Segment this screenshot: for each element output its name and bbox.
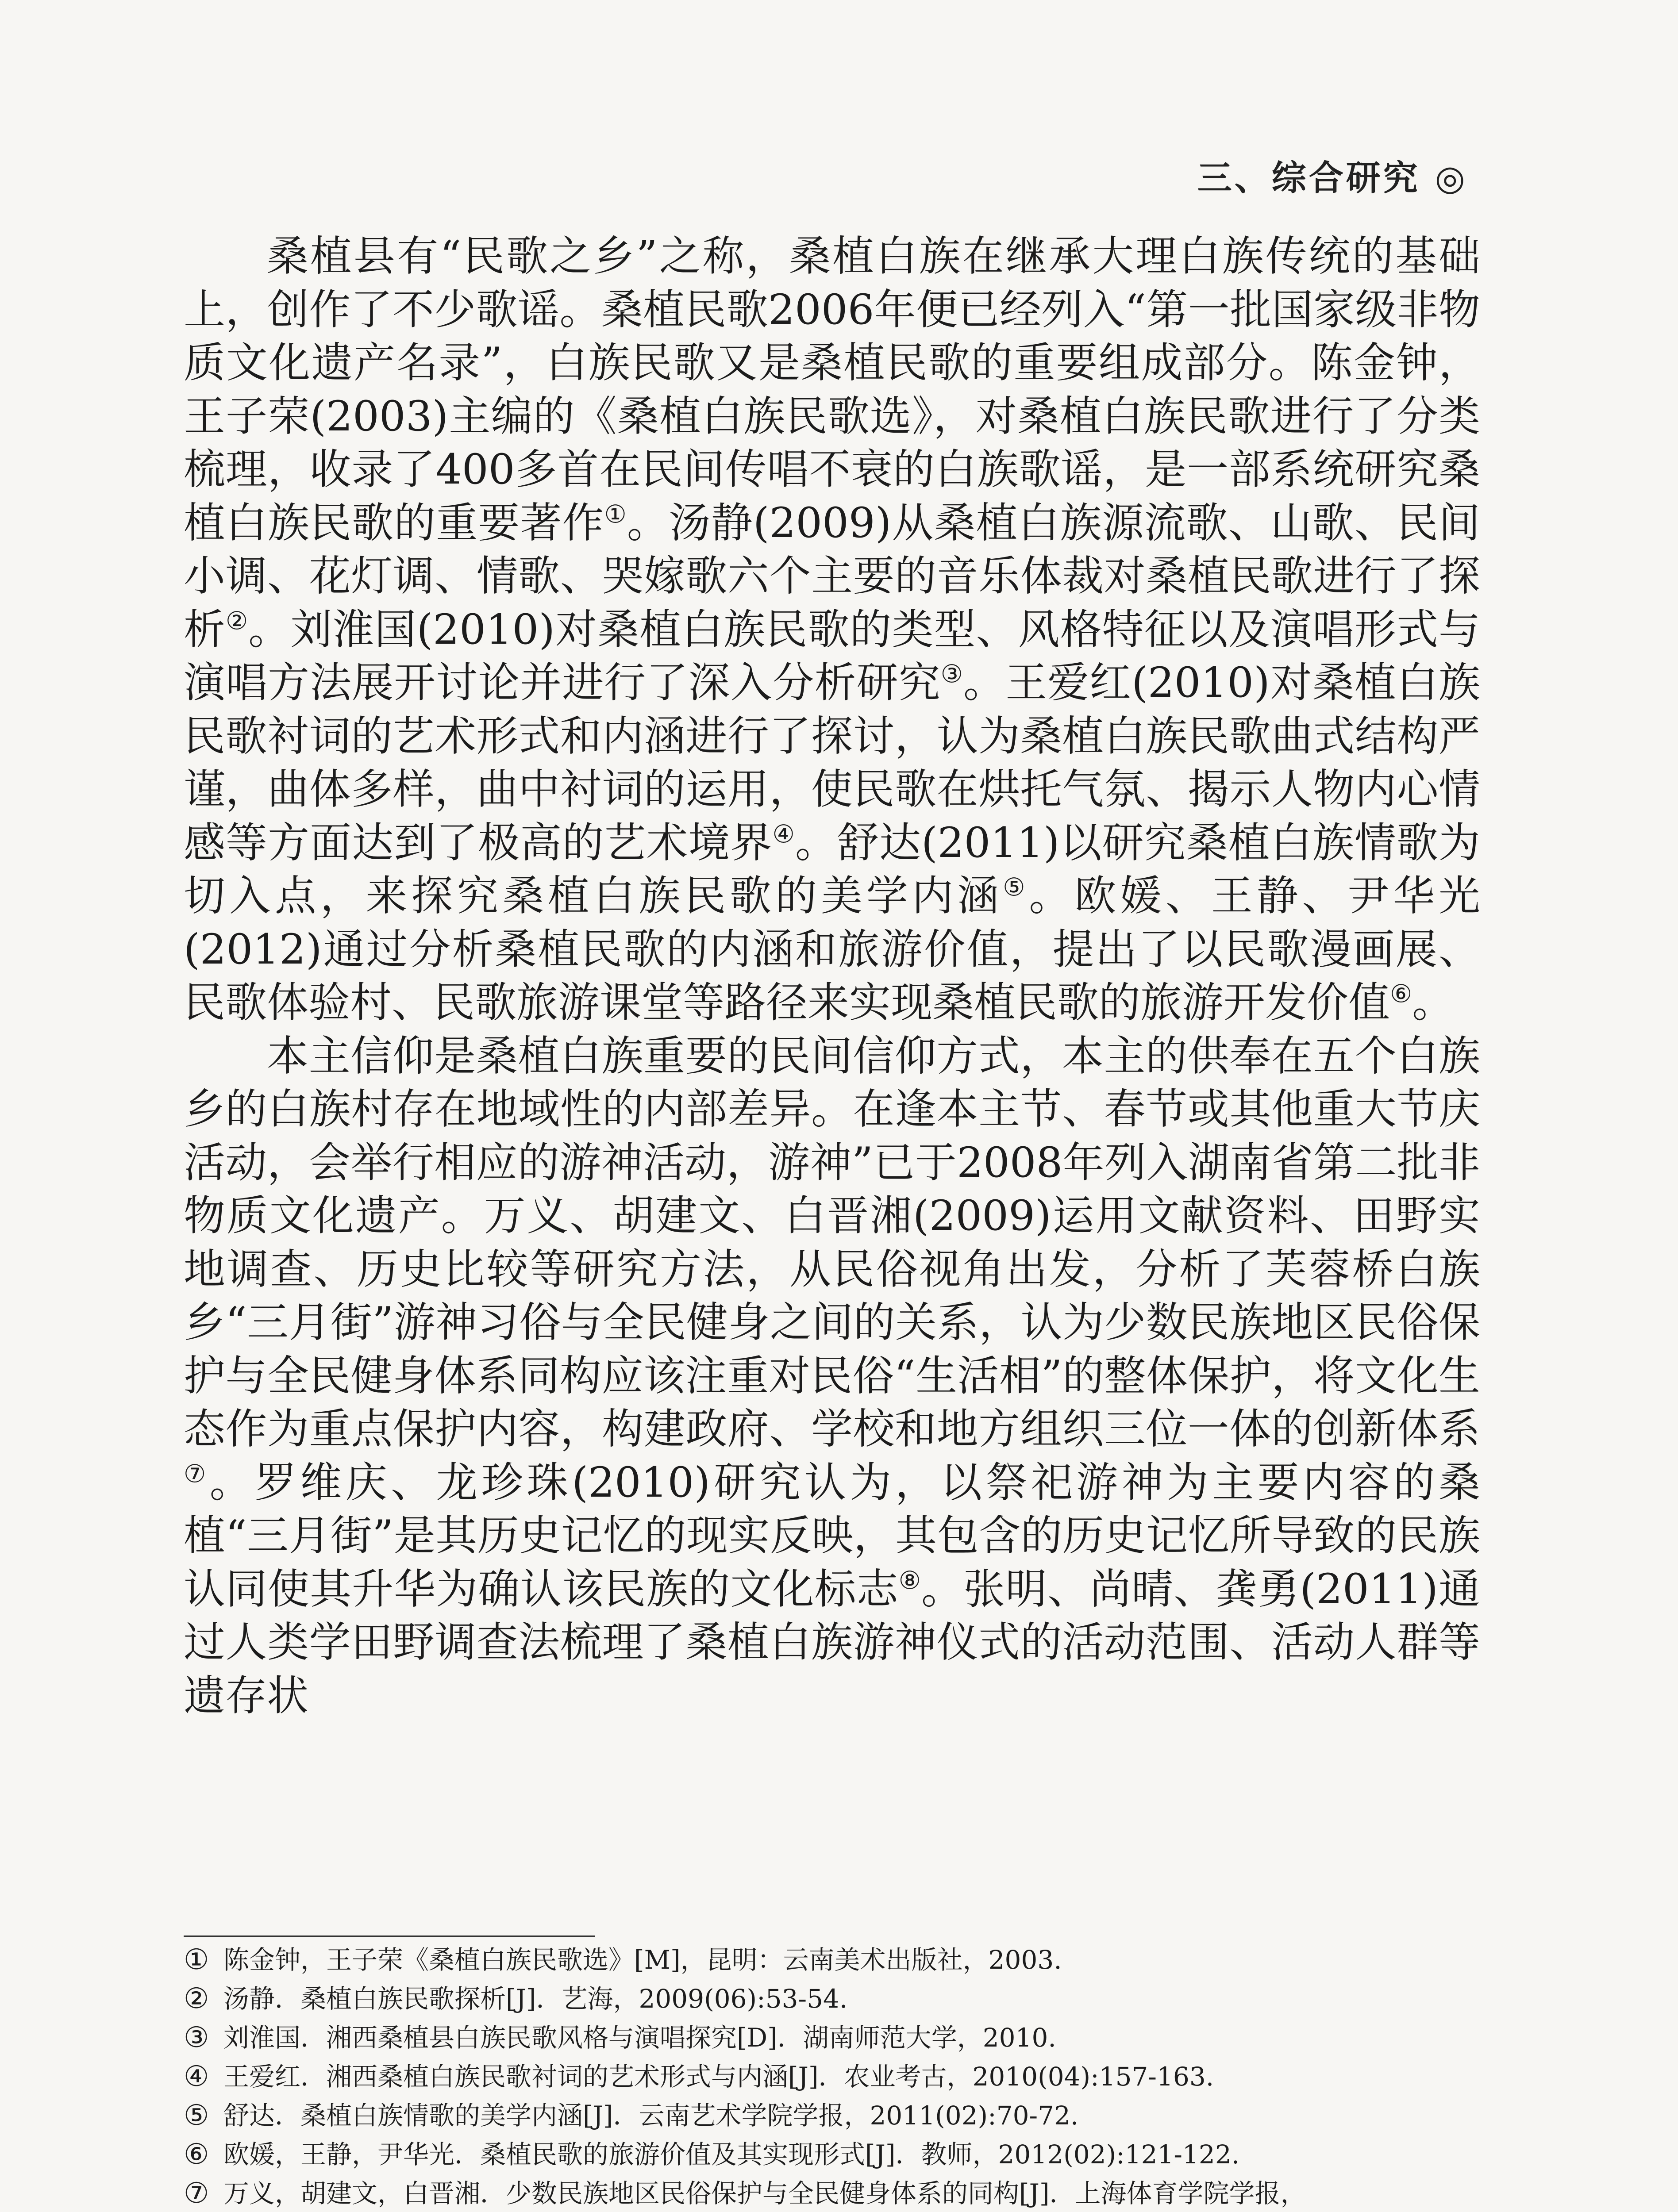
footnote-text: 万义，胡建文，白晋湘．少数民族地区民俗保护与全民健身体系的同构[J]．上海体育学院学报， — [223, 2178, 1306, 2208]
footnote-5 — [184, 2098, 1493, 2133]
footnote-3 — [184, 2020, 1493, 2055]
footnotes — [184, 1942, 1493, 2212]
paragraph-text: 。汤静(2009)从桑植白族源流歌、山歌、民间小调、花灯调、情歌、哭嫁歌六个主要的音乐体裁对桑植民歌进行了探析 — [184, 499, 1480, 654]
footnote-text: 汤静．桑植白族民歌探析[J]．艺海，2009(06):53-54. — [223, 1984, 848, 2014]
footnote-number: ⑥ — [184, 2138, 209, 2171]
footnote-reference: ② — [226, 607, 249, 636]
footnote-text: 欧媛，王静，尹华光．桑植民歌的旅游价值及其实现形式[J]．教师，2012(02):121-122. — [223, 2139, 1240, 2170]
footnote-2 — [184, 1981, 1493, 2016]
paragraph-text: 。欧媛、王静、尹华光(2012)通过分析桑植民歌的内涵和旅游价值，提出了以民歌漫画展、民歌体验村、民歌旅游课堂等路径来实现桑植民歌的旅游开发价值 — [184, 872, 1480, 1027]
footnote-text: 舒达．桑植白族情歌的美学内涵[J]．云南艺术学院学报，2011(02):70-72. — [223, 2101, 1079, 2131]
paragraph-text: 。王爱红(2010)对桑植白族民歌衬词的艺术形式和内涵进行了探讨，认为桑植白族民歌曲式结构严谨，曲体多样，曲中衬词的运用，使民歌在烘托气氛、揭示人物内心情感等方面达到了极高的艺术境界 — [184, 659, 1480, 867]
footnote-text: 陈金钟，王子荣《桑植白族民歌选》[M]，昆明：云南美术出版社，2003. — [223, 1945, 1062, 1975]
body-text — [184, 230, 1480, 1723]
footnote-number: ① — [184, 1943, 209, 1976]
paragraph-text: 。 — [1412, 979, 1454, 1027]
footnote-number: ③ — [184, 2021, 209, 2054]
paragraph-1 — [184, 230, 1480, 1030]
paragraph-text: 桑植县有“民歌之乡”之称，桑植白族在继承大理白族传统的基础上，创作了不少歌谣。桑植民歌2006年便已经列入“第一批国家级非物质文化遗产名录”，白族民歌又是桑植民歌的重要组成部分。陈金钟，王子荣(2003)主编的《桑植白族民歌选》，对桑植白族民歌进行了分类梳理，收录了400多首在民间传唱不衰的白族歌谣，是一部系统研究桑植白族民歌的重要著作 — [184, 232, 1480, 547]
footnote-7 — [184, 2176, 1493, 2212]
footnote-text: 刘淮国．湘西桑植县白族民歌风格与演唱探究[D]．湖南师范大学，2010. — [223, 2023, 1056, 2053]
footnote-reference: ④ — [772, 820, 795, 849]
paragraph-text: 本主信仰是桑植白族重要的民间信仰方式，本主的供奉在五个白族乡的白族村存在地域性的内部差异。在逢本主节、春节或其他重大节庆活动，会举行相应的游神活动，游神”已于2008年列入湖南省第二批非物质文化遗产。万义、胡建文、白晋湘(2009)运用文献资料、田野实地调查、历史比较等研究方法，从民俗视角出发，分析了芙蓉桥白族乡“三月街”游神习俗与全民健身之间的关系，认为少数民族地区民俗保护与全民健身体系同构应该注重对民俗“生活相”的整体保护，将文化生态作为重点保护内容，构建政府、学校和地方组织三位一体的创新体系 — [184, 1032, 1480, 1453]
footnote-reference: ① — [604, 500, 627, 529]
footnote-number: ⑦ — [184, 2177, 209, 2210]
footnote-reference: ⑦ — [184, 1459, 210, 1489]
footnote-number: ⑤ — [184, 2099, 209, 2132]
paragraph-text: 。张明、尚晴、龚勇(2011)通过人类学田野调查法梳理了桑植白族游神仪式的活动范围、活动人群等遗存状 — [184, 1565, 1480, 1720]
paragraph-2 — [184, 1030, 1480, 1723]
footnote-separator — [184, 1936, 595, 1937]
footnote-reference: ⑥ — [1390, 979, 1412, 1009]
footnote-text: 王爱红．湘西桑植白族民歌衬词的艺术形式与内涵[J]．农业考古，2010(04):157-163. — [223, 2062, 1214, 2092]
footnote-number: ② — [184, 1982, 209, 2015]
section-header: 三、综合研究 ◎ — [1197, 158, 1468, 198]
footnote-reference: ③ — [940, 660, 964, 689]
footnote-6 — [184, 2137, 1493, 2172]
paragraph-text: 。刘淮国(2010)对桑植白族民歌的类型、风格特征以及演唱形式与演唱方法展开讨论并进行了深入分析研究 — [184, 605, 1480, 707]
footnote-reference: ⑧ — [898, 1566, 921, 1595]
footnote-number: ④ — [184, 2060, 209, 2093]
footnote-1 — [184, 1942, 1493, 1978]
paragraph-text: 。罗维庆、龙珍珠(2010)研究认为，以祭祀游神为主要内容的桑植“三月街”是其历史记忆的现实反映，其包含的历史记忆所导致的民族认同使其升华为确认该民族的文化标志 — [184, 1458, 1480, 1613]
footnote-reference: ⑤ — [1003, 873, 1029, 902]
paragraph-text: 。舒达(2011)以研究桑植白族情歌为切入点，来探究桑植白族民歌的美学内涵 — [184, 818, 1480, 920]
footnote-4 — [184, 2059, 1493, 2094]
